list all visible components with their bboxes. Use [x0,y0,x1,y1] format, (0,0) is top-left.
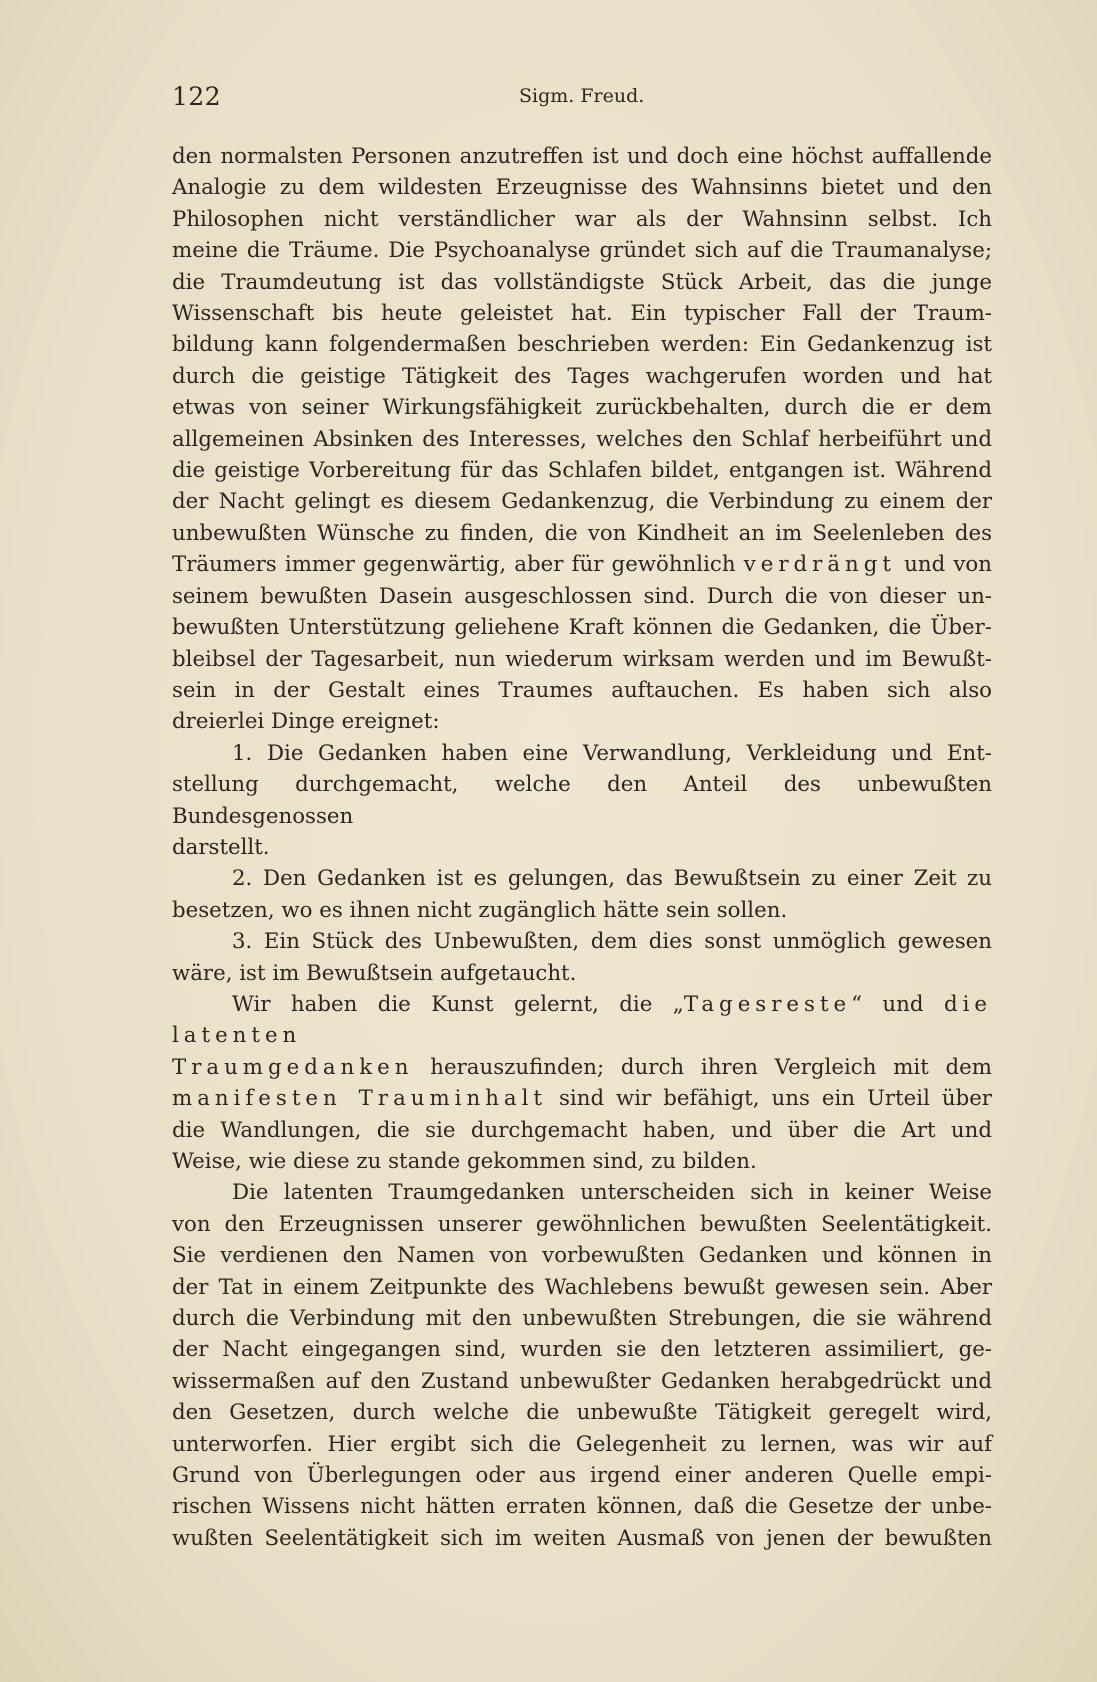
list-item-2: 2. Den Gedanken ist es gelungen, das Bewußtsein zu einer Zeit zu [232,866,992,892]
text-line: Wissenschaft bis heute geleistet hat. Ein typischer Fall der Traum- [172,301,992,327]
text-line: von den Erzeugnissen unserer gewöhnlichen bewußten Seelentätigkeit. [172,1211,992,1237]
list-item-1: 1. Die Gedanken haben eine Verwandlung, Verkleidung und Ent- [232,740,992,766]
text-line: bleibsel der Tagesarbeit, nun wiederum wirksam werden und im Bewußt- [172,646,992,672]
text-line: der Nacht gelingt es diesem Gedankenzug, die Verbindung zu einem der [172,489,992,515]
emphasized-word: Tagesreste [683,991,852,1017]
text-line: Grund von Überlegungen oder aus irgend einer anderen Quelle empi- [172,1463,992,1489]
text-segment: und von [904,552,992,578]
text-line: sein in der Gestalt eines Traumes auftauchen. Es haben sich also [172,677,992,703]
text-line: unbewußten Wünsche zu finden, die von Kindheit an im Seelenleben des [172,520,992,546]
emphasized-word: die latenten [172,991,992,1049]
text-line: durch die Verbindung mit den unbewußten Strebungen, die sie während [172,1306,992,1332]
text-line: meine die Träume. Die Psychoanalyse gründet sich auf die Traumanalyse; [172,238,992,264]
text-segment: Wir haben die Kunst gelernt, die „ [232,991,684,1017]
page-number: 122 [172,82,222,111]
text-line: wissermaßen auf den Zustand unbewußter Gedanken herabgedrückt und [172,1368,992,1394]
text-line: unterworfen. Hier ergibt sich die Gelegenheit zu lernen, was wir auf [172,1431,992,1457]
text-segment: sind wir befähigt, uns ein Urteil über [558,1086,992,1112]
text-line: allgemeinen Absinken des Interesses, welches den Schlaf herbeiführt und [172,426,992,452]
text-line: Philosophen nicht verständlicher war als der Wahnsinn selbst. Ich [172,206,992,232]
text-line: darstellt. [172,834,270,860]
page-header [172,82,992,118]
emphasized-word: Traumgedanken [172,1054,414,1080]
running-head: Sigm. Freud. [519,85,645,107]
text-segment: Träumers immer gegenwärtig, aber für gewöhnlich [172,552,736,578]
text-line: Analogie zu dem wildesten Erzeugnisse des Wahnsinns bietet und den [172,175,992,201]
list-item-3: 3. Ein Stück des Unbewußten, dem dies sonst unmöglich gewesen [232,929,992,955]
text-line: dreierlei Dinge ereignet: [172,709,440,735]
text-line: den Gesetzen, durch welche die unbewußte Tätigkeit geregelt wird, [172,1400,992,1426]
text-line: etwas von seiner Wirkungsfähigkeit zurückbehalten, durch die er dem [172,395,992,421]
text-line: seinem bewußten Dasein ausgeschlossen sind. Durch die von dieser un- [172,583,992,609]
text-line: bildung kann folgendermaßen beschrieben werden: Ein Gedankenzug ist [172,332,992,358]
text-line: wußten Seelentätigkeit sich im weiten Ausmaß von jenen der bewußten [172,1525,992,1551]
text-segment: “ und [851,991,924,1017]
emphasized-word: manifesten Trauminhalt [172,1086,547,1112]
text-line: der Nacht eingegangen sind, wurden sie den letzteren assimiliert, ge- [172,1337,992,1363]
text-line [172,549,992,580]
text-line: durch die geistige Tätigkeit des Tages wachgerufen worden und hat [172,363,992,389]
text-line: den normalsten Personen anzutreffen ist und doch eine höchst auffallende [172,144,992,169]
text-line: bewußten Unterstützung geliehene Kraft können die Gedanken, die Über- [172,615,992,641]
text-line: wäre, ist im Bewußtsein aufgetaucht. [172,960,577,986]
text-line: besetzen, wo es ihnen nicht zugänglich hätte sein sollen. [172,897,788,923]
text-line: die geistige Vorbereitung für das Schlafen bildet, entgangen ist. Während [172,458,992,484]
text-line: die Traumdeutung ist das vollständigste Stück Arbeit, das die junge [172,269,992,295]
text-line: Die latenten Traumgedanken unterscheiden sich in keiner Weise [232,1180,992,1206]
text-line: die Wandlungen, die sie durchgemacht haben, und über die Art und [172,1117,992,1143]
text-line [172,1052,992,1083]
page-body [172,141,992,1554]
text-segment: herauszufinden; durch ihren Vergleich mit dem [430,1054,992,1080]
text-line: stellung durchgemacht, welche den Anteil des unbewußten Bundesgenossen [172,772,992,829]
text-line: Weise, wie diese zu stande gekommen sind, zu bilden. [172,1149,757,1174]
text-line [172,989,992,1052]
text-line: rischen Wissens nicht hätten erraten können, daß die Gesetze der unbe- [172,1494,992,1520]
text-line: der Tat in einem Zeitpunkte des Wachlebens bewußt gewesen sein. Aber [172,1274,992,1300]
text-line [172,1083,992,1114]
emphasized-word: verdrängt [743,552,896,578]
text-line: Sie verdienen den Namen von vorbewußten Gedanken und können in [172,1243,992,1269]
